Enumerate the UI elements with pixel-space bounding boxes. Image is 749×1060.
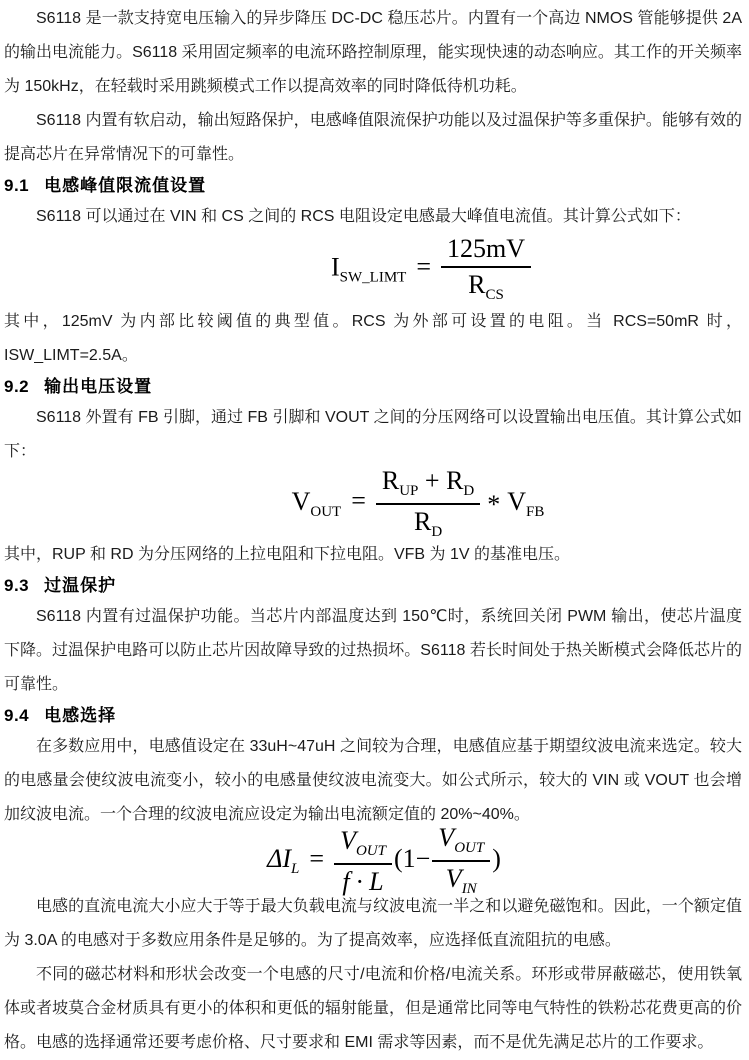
fraction [376,465,480,540]
formula-lhs-subscript: SW_LIMT [339,269,407,286]
equals-sign: = [416,252,431,282]
section-number: 9.2 [4,377,30,396]
section-title: 电感峰值限流值设置 [44,176,207,195]
formula-ripple-current [267,825,503,897]
fraction-denominator [432,862,490,897]
numerator-r-d-subscript: D [463,482,475,499]
close-paren: ) [492,843,501,873]
numerator-base: V [340,825,356,855]
numerator-subscript: OUT [454,840,485,856]
section-number: 9.4 [4,706,30,725]
multiply-sign: * [487,490,501,520]
section-heading-9-4 [4,705,742,727]
denominator-base: R [468,270,486,299]
formula-output-voltage [291,465,545,540]
fraction-numerator: 125mV [441,236,531,268]
formula-rhs-subscript: FB [526,503,545,520]
section-title: 输出电压设置 [44,377,153,396]
fraction-vout-vin [432,825,490,897]
fraction-numerator [334,825,392,865]
fraction-denominator [376,505,480,540]
equals-sign: = [351,486,366,516]
plus-sign: + [418,465,447,495]
formula-rhs: V [507,486,527,516]
denominator-base: V [445,864,462,893]
formula-lhs: ΔI [267,843,292,873]
section-number: 9.3 [4,576,30,595]
section-heading-9-2 [4,376,742,398]
denominator-base: R [413,506,432,536]
section-9-3-body: S6118 内置有过温保护功能。当芯片内部温度达到 150℃时，系统回关闭 PWM 输出，使芯片温度下降。过温保护电路可以防止芯片因故障导致的过热损坏。S6118 若长时间处于热关断模式会降低芯片的可靠性。 [4,608,742,693]
section-9-4-note-2: 不同的磁芯材料和形状会改变一个电感的尺寸/电流和价格/电流关系。环形或带屏蔽磁芯，使用铁氧体或者坡莫合金材质具有更小的体积和更低的辐射能量，但是通常比同等电气特性的铁粉芯花费更高的价格。电感的选择通常还要考虑价格、尺寸要求和 EMI 需求等因素，而不是优先满足芯片的工作要求。 [4,966,742,1051]
equals-sign: = [309,843,325,873]
intro-paragraph-2: S6118 内置有软启动，输出短路保护，电感峰值限流保护功能以及过温保护等多重保护。能够有效的提高芯片在异常情况下的可靠性。 [4,112,742,163]
numerator-subscript: OUT [355,842,386,859]
formula-block-output-voltage [4,465,742,540]
section-title: 过温保护 [44,576,117,595]
fraction-denominator: f · L [342,866,384,896]
numerator-r-up: R [381,465,400,495]
section-9-1-lead: S6118 可以通过在 VIN 和 CS 之间的 RCS 电阻设定电感最大峰值电流值。其计算公式如下： [36,208,691,225]
denominator-subscript: IN [461,881,477,897]
section-title: 电感选择 [44,706,117,725]
formula-block-current-limit [4,234,742,305]
numerator-r-d: R [446,465,464,495]
formula-lhs-subscript: L [291,860,300,877]
formula-current-limit [331,236,531,303]
section-9-4-note-1: 电感的直流电流大小应大于等于最大负载电流与纹波电流一半之和以避免磁饱和。因此，一个额定值为 3.0A 的电感对于多数应用条件是足够的。为了提高效率，应选择低直流阻抗的电感。 [4,898,742,949]
section-9-2-note: 其中，RUP 和 RD 为分压网络的上拉电阻和下拉电阻。VFB 为 1V 的基准电压。 [4,546,570,563]
fraction-numerator [376,465,480,505]
formula-lhs-subscript: OUT [310,503,342,520]
fraction [441,236,531,303]
section-heading-9-3 [4,575,742,597]
numerator-base: V [438,823,455,852]
section-number: 9.1 [4,176,30,195]
section-9-1-note: 其中，125mV 为内部比较阈值的典型值。RCS 为外部可设置的电阻。当 RCS=50mR 时，ISW_LIMT=2.5A。 [4,313,742,364]
fraction-denominator [441,268,531,303]
denominator-subscript: CS [485,287,504,303]
section-heading-9-1 [4,175,742,197]
denominator-subscript: D [431,523,443,540]
section-9-2-lead: S6118 外置有 FB 引脚，通过 FB 引脚和 VOUT 之间的分压网络可以设置输出电压值。其计算公式如下： [4,409,742,460]
fraction-vout-fl [334,825,392,896]
formula-lhs: I [330,252,340,282]
open-paren-one-minus: (1− [393,843,431,873]
numerator-r-up-subscript: UP [399,482,419,499]
section-9-4-lead: 在多数应用中，电感值设定在 33uH~47uH 之间较为合理，电感值应基于期望纹波电流来选定。较大的电感量会使纹波电流变小，较小的电感量使纹波电流变大。如公式所示，较大的 VIN 或 VOUT 也会增加纹波电流。一个合理的纹波电流应设定为输出电流额定值的 20%~40%。 [4,738,742,823]
formula-lhs: V [291,486,311,516]
fraction-numerator [432,825,490,862]
formula-block-ripple-current [4,823,742,897]
intro-paragraph-1: S6118 是一款支持宽电压输入的异步降压 DC-DC 稳压芯片。内置有一个高边 NMOS 管能够提供 2A 的输出电流能力。S6118 采用固定频率的电流环路控制原理，能实现快速的动态响应。其工作的开关频率为 150kHz，在轻载时采用跳频模式工作以提高效率的同时降低待机功耗。 [4,10,742,95]
